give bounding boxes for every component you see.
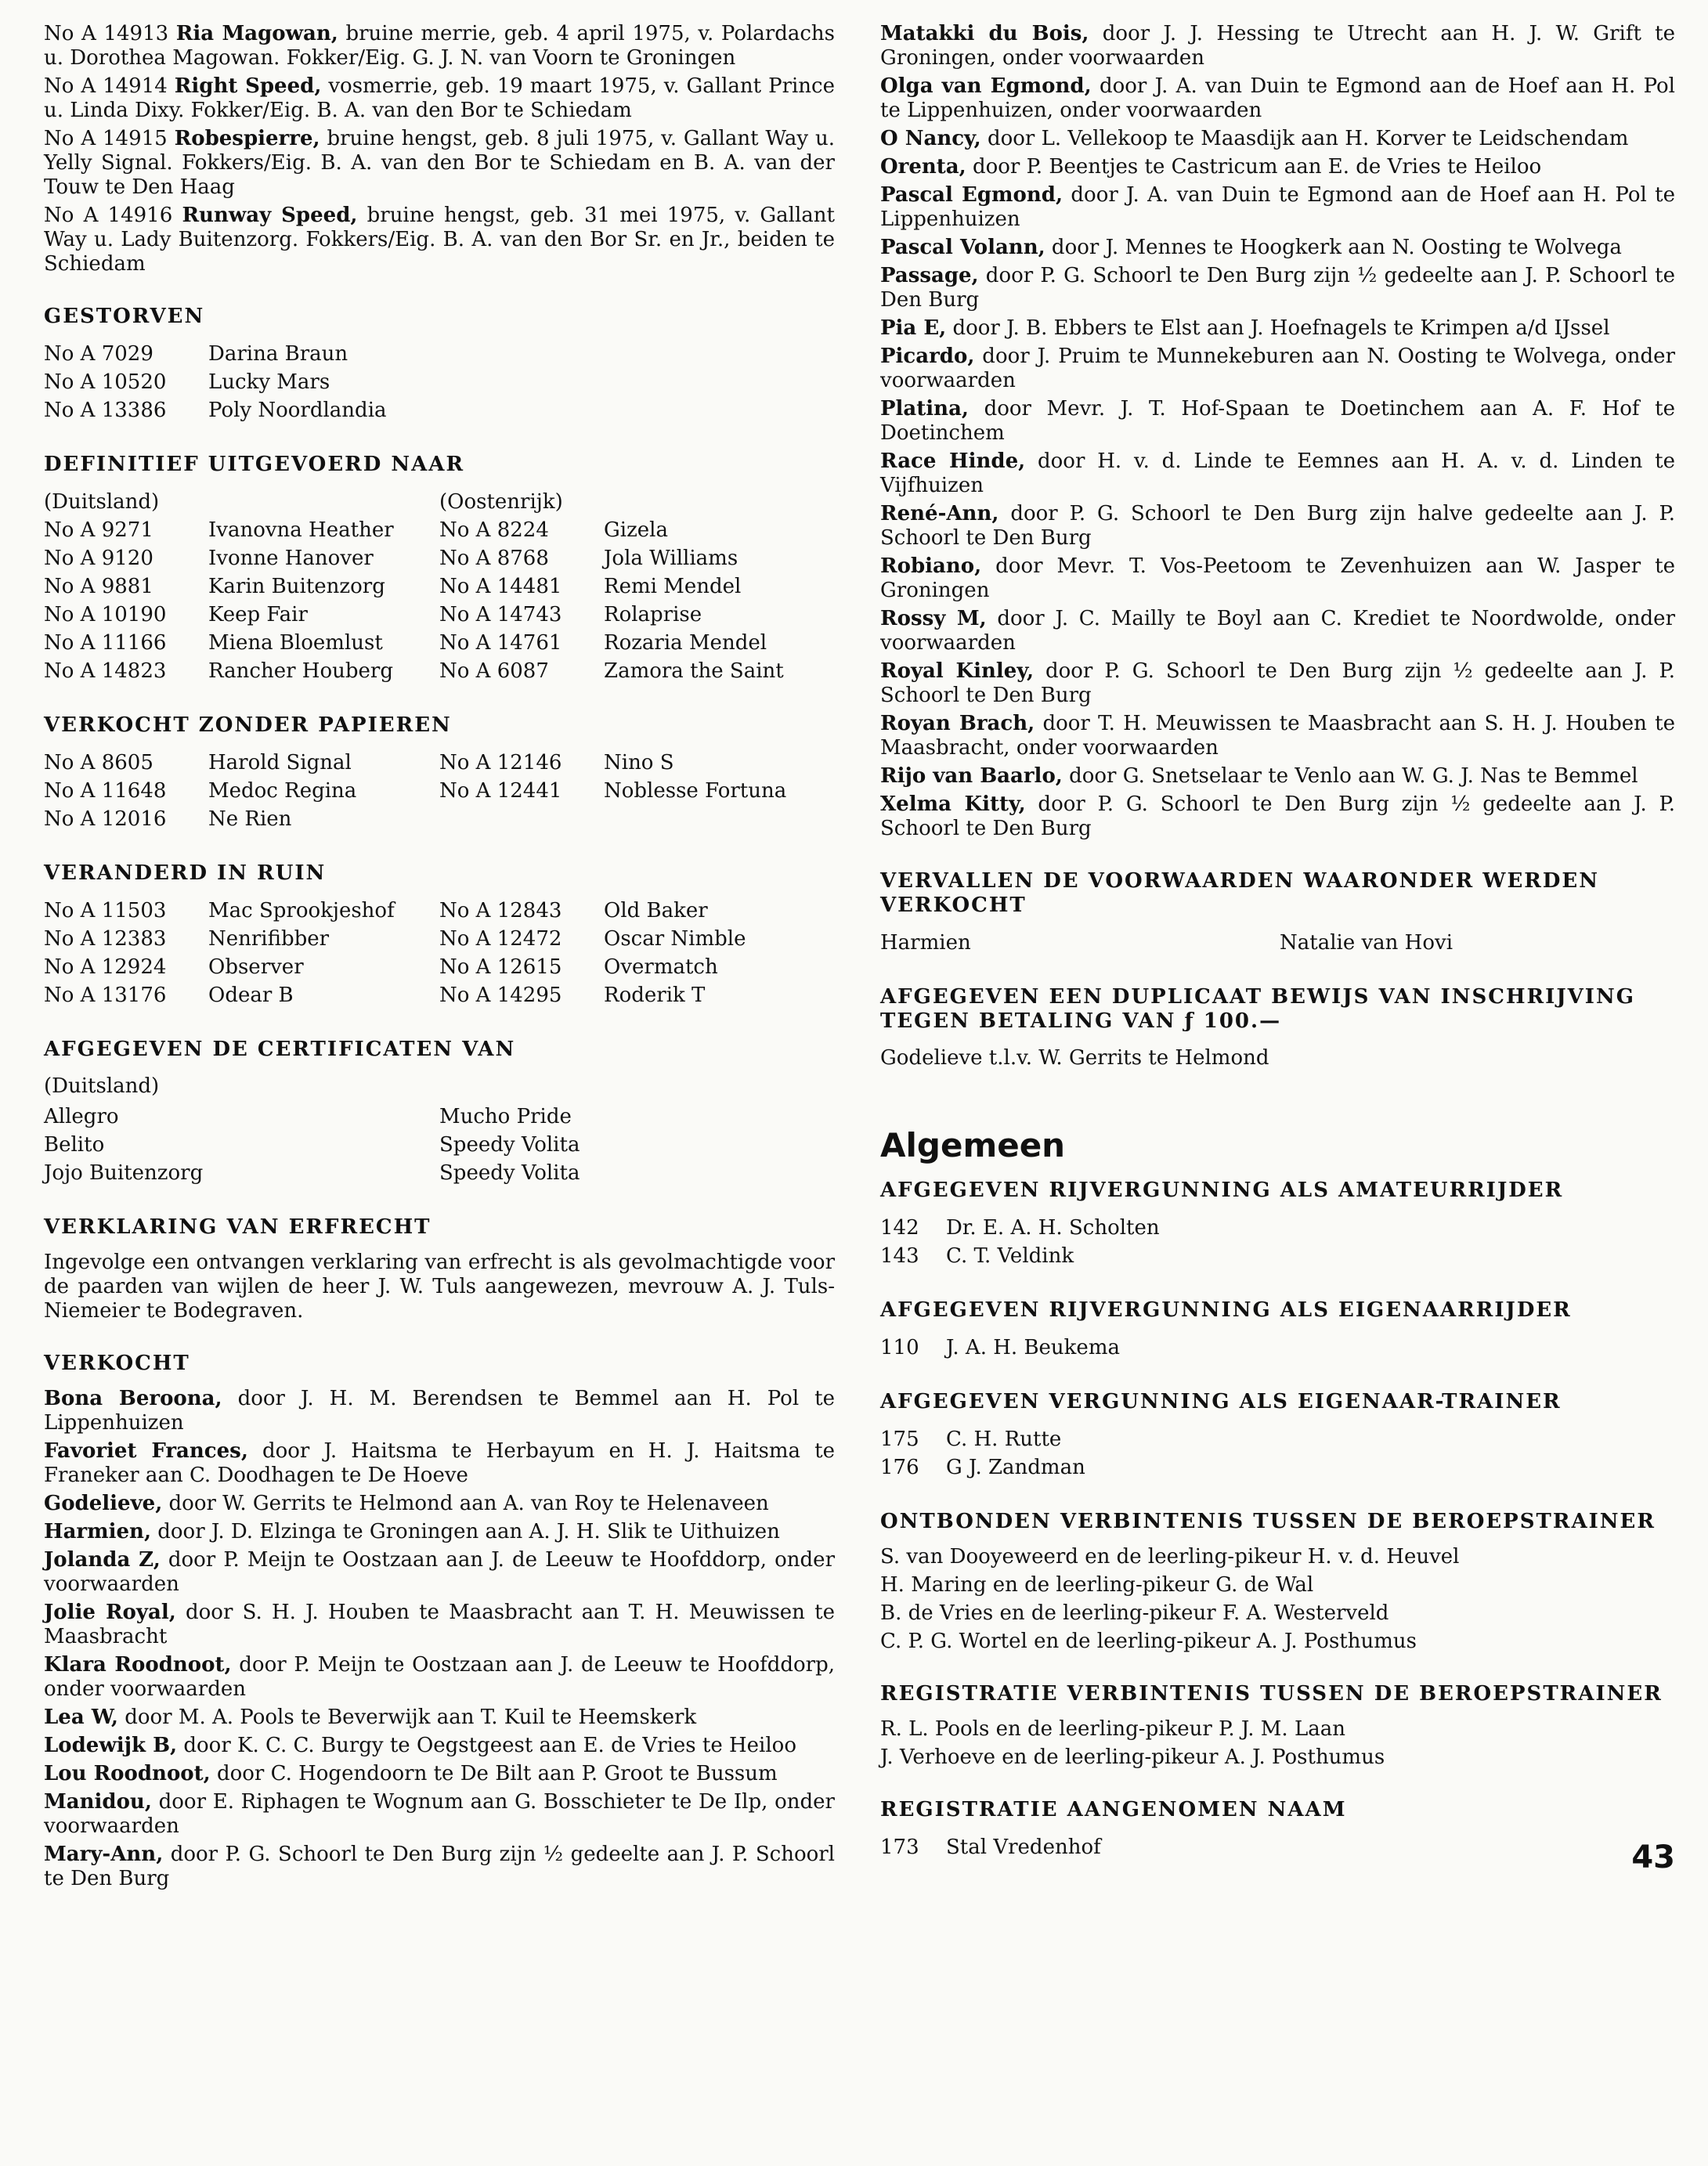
sale-entry (880, 22, 1675, 70)
horse-name: René-Ann, (880, 502, 999, 525)
entry-name: Robespierre, (174, 127, 320, 150)
left-column (44, 22, 835, 1895)
entry-name: Runway Speed, (182, 204, 358, 227)
sale-entry (44, 1601, 835, 1649)
cell-name-a: Karin Buitenzorg (208, 575, 385, 598)
table-row (44, 657, 835, 685)
sale-text: door J. A. van Duin te Egmond aan de Hoef aan H. Pol te Lippenhuizen, onder voorwaarden (880, 74, 1675, 122)
cell-number-b: No A 12615 (439, 955, 562, 979)
cell-number-a: No A 12924 (44, 955, 167, 979)
sale-text: door J. D. Elzinga te Groningen aan A. J. H. Slik te Uithuizen (151, 1520, 780, 1543)
sale-entry (880, 449, 1675, 498)
horse-name: Bona Beroona, (44, 1387, 222, 1410)
sale-entry (880, 236, 1675, 260)
uitgevoerd-table (44, 516, 835, 685)
sale-text: door J. Haitsma te Herbayum en H. J. Haitsma te Franeker aan C. Doodhagen te De Hoeve (44, 1439, 835, 1487)
sale-text: door C. Hogendoorn te De Bilt aan P. Groot te Bussum (210, 1762, 778, 1785)
sale-entry (44, 1762, 835, 1786)
license-number: 176 (880, 1456, 919, 1479)
section-title-trainer: AFGEGEVEN VERGUNNING ALS EIGENAAR-TRAINER (880, 1390, 1562, 1413)
sale-entry (44, 1520, 835, 1544)
bond-entry: R. L. Pools en de leerling-pikeur P. J. M. Laan (880, 1717, 1345, 1741)
license-name: C. H. Rutte (946, 1428, 1062, 1451)
entry-name: Right Speed, (174, 74, 322, 98)
cell-number-a: No A 13176 (44, 984, 167, 1007)
row-number: No A 10520 (44, 370, 167, 394)
sale-entry (880, 183, 1675, 232)
sale-text: door W. Gerrits te Helmond aan A. van Roy te Helenaveen (162, 1492, 769, 1515)
table-row (44, 897, 835, 925)
horse-name: Rossy M, (880, 607, 987, 630)
cert-name-b: Speedy Volita (439, 1161, 580, 1185)
zonder-table (44, 749, 835, 833)
horse-name: Godelieve, (44, 1492, 163, 1515)
cell-name-b: Rolaprise (604, 603, 702, 626)
table-row (44, 1131, 835, 1159)
cell-number-b (439, 805, 604, 833)
cell-number-a: No A 11648 (44, 779, 167, 803)
cell-number-b: No A 14295 (439, 984, 562, 1007)
horse-name: Favoriet Frances, (44, 1439, 248, 1463)
horse-name: Passage, (880, 264, 979, 287)
cell-number-a: No A 9271 (44, 518, 153, 542)
sale-entry (880, 74, 1675, 123)
sale-entry (880, 607, 1675, 655)
entry-number: No A 14914 (44, 74, 175, 98)
country-labels (44, 488, 835, 516)
sale-text: door G. Snetselaar te Venlo aan W. G. J. Nas te Bemmel (1062, 764, 1638, 788)
cell-name-a: Medoc Regina (208, 779, 357, 803)
certificaten-country: (Duitsland) (44, 1074, 160, 1098)
horse-name: Manidou, (44, 1790, 152, 1814)
horse-name: O Nancy, (880, 127, 981, 150)
cell-name-b: Zamora the Saint (604, 659, 784, 683)
row-number: No A 7029 (44, 342, 153, 366)
verkocht-list-left (44, 1387, 835, 1891)
cell-name-a: Ivanovna Heather (208, 518, 394, 542)
sale-text: door J. J. Hessing te Utrecht aan H. J. W. Grift te Groningen, onder voorwaarden (880, 22, 1676, 70)
cell-name-a: Ivonne Hanover (208, 547, 374, 570)
table-row (44, 805, 835, 833)
section-title-ontbonden: ONTBONDEN VERBINTENIS TUSSEN DE BEROEPSTRAINER (880, 1510, 1656, 1533)
section-title-vervallen: VERVALLEN DE VOORWAARDEN WAARONDER WERDEN VERKOCHT (880, 869, 1600, 917)
sale-entry (44, 1843, 835, 1891)
horse-name: Matakki du Bois, (880, 22, 1089, 45)
entry-text: bruine hengst, geb. 31 mei 1975, v. Gallant Way u. Lady Buitenzorg. Fokkers/Eig. B. A. van den Bor Sr. en Jr., beiden te Schiedam (44, 204, 836, 276)
cell-number-b: No A 12146 (439, 751, 562, 774)
sale-entry (880, 764, 1675, 789)
license-number: 175 (880, 1428, 919, 1451)
cell-number-a: No A 9120 (44, 547, 153, 570)
license-row (880, 1334, 1675, 1362)
eigenaar-list (880, 1334, 1675, 1362)
sale-entry (44, 1790, 835, 1839)
gestorven-list (44, 340, 835, 424)
license-name: J. A. H. Beukema (946, 1336, 1120, 1359)
sale-text: door T. H. Meuwissen te Maasbracht aan S. H. J. Houben te Maasbracht, onder voorwaarden (880, 712, 1675, 760)
registration-entry (44, 127, 835, 200)
horse-name: Olga van Egmond, (880, 74, 1092, 98)
horse-name: Lea W, (44, 1706, 118, 1729)
cell-name-b: Remi Mendel (604, 575, 742, 598)
license-number: 143 (880, 1244, 919, 1268)
cell-number-a: No A 8605 (44, 751, 153, 774)
sale-text: door Mevr. T. Vos-Peetoom te Zevenhuizen aan W. Jasper te Groningen (880, 554, 1675, 602)
sale-text: door S. H. J. Houben te Maasbracht aan T. H. Meuwissen te Maasbracht (44, 1601, 835, 1648)
sale-text: door P. Meijn te Oostzaan aan J. de Leeuw te Hoofddorp, onder voorwaarden (44, 1653, 835, 1701)
horse-name: Picardo, (880, 345, 975, 368)
license-row (880, 1453, 1675, 1482)
bond-entry: J. Verhoeve en de leerling-pikeur A. J. Posthumus (880, 1745, 1385, 1769)
cert-name-b: Speedy Volita (439, 1133, 580, 1157)
section-title-duplicaat: AFGEGEVEN EEN DUPLICAAT BEWIJS VAN INSCHRIJVING TEGEN BETALING VAN ƒ 100.— (880, 985, 1635, 1033)
section-title-registratie: REGISTRATIE VERBINTENIS TUSSEN DE BEROEPSTRAINER (880, 1682, 1663, 1706)
cert-name-b: Mucho Pride (439, 1105, 572, 1128)
section-title-zonder-papieren: VERKOCHT ZONDER PAPIEREN (44, 713, 452, 737)
horse-name: Royal Kinley, (880, 659, 1035, 683)
list-row (44, 340, 835, 368)
sale-text: door K. C. C. Burgy te Oegstgeest aan E. de Vries te Heiloo (177, 1734, 796, 1757)
sale-text: door P. G. Schoorl te Den Burg zijn ½ gedeelte aan J. P. Schoorl te Den Burg (44, 1843, 835, 1890)
cell-name-a: Miena Bloemlust (208, 631, 383, 655)
page-number: 43 (1631, 1839, 1675, 1875)
cell-name-b: Jola Williams (604, 547, 738, 570)
cell-name-a: Odear B (208, 984, 294, 1007)
entry-text: vosmerrie, geb. 19 maart 1975, v. Gallant Prince u. Linda Dixy. Fokker/Eig. B. A. van den Bor te Schiedam (44, 74, 836, 122)
cell-name-b: Noblesse Fortuna (604, 779, 787, 803)
section-title-ruin: VERANDERD IN RUIN (44, 861, 327, 885)
registration-entries (44, 22, 835, 276)
row-name: Poly Noordlandia (208, 399, 387, 422)
cell-name-b: Gizela (604, 518, 668, 542)
cell-name-a: Rancher Houberg (208, 659, 393, 683)
cert-name-a: Allegro (44, 1105, 119, 1128)
cell-name-b (604, 805, 835, 833)
horse-name: Klara Roodnoot, (44, 1653, 232, 1677)
cell-number-b: No A 8768 (439, 547, 549, 570)
sale-text: door M. A. Pools te Beverwijk aan T. Kuil te Heemskerk (117, 1706, 697, 1729)
table-row (44, 544, 835, 572)
sale-text: door P. Meijn te Oostzaan aan J. de Leeuw te Hoofddorp, onder voorwaarden (44, 1548, 835, 1596)
country-label-austria: (Oostenrijk) (439, 490, 563, 514)
cell-name-a: Nenrifibber (208, 927, 330, 951)
sale-text: door P. G. Schoorl te Den Burg zijn ½ gedeelte aan J. P. Schoorl te Den Burg (880, 659, 1675, 707)
table-row (44, 981, 835, 1009)
sale-entry (880, 264, 1675, 312)
sale-text: door L. Vellekoop te Maasdijk aan H. Korver te Leidschendam (980, 127, 1629, 150)
sale-text: door J. Mennes te Hoogkerk aan N. Oosting te Wolvega (1045, 236, 1622, 259)
sale-text: door E. Riphagen te Wognum aan G. Bosschieter te De Ilp, onder voorwaarden (44, 1790, 835, 1838)
cell-name-b: Nino S (604, 751, 674, 774)
section-title-certificaten: AFGEGEVEN DE CERTIFICATEN VAN (44, 1038, 516, 1061)
sale-entry (44, 1548, 835, 1597)
horse-name: Jolanda Z, (44, 1548, 161, 1572)
horse-name: Race Hinde, (880, 449, 1026, 473)
cell-name-b: Rozaria Mendel (604, 631, 767, 655)
license-name: Stal Vredenhof (946, 1836, 1101, 1859)
sale-entry (880, 554, 1675, 603)
cell-name-b: Old Baker (604, 899, 708, 922)
section-title-uitgevoerd: DEFINITIEF UITGEVOERD NAAR (44, 453, 465, 476)
horse-name: Robiano, (880, 554, 982, 578)
cell-name-a: Mac Sprookjeshof (208, 899, 395, 922)
ruin-table (44, 897, 835, 1009)
right-column (880, 22, 1676, 1875)
sale-text: door P. G. Schoorl te Den Burg zijn halve gedeelte aan J. P. Schoorl te Den Burg (880, 502, 1675, 550)
sale-entry (880, 712, 1675, 760)
verkocht-list-right (880, 22, 1675, 841)
bond-entry: B. de Vries en de leerling-pikeur F. A. Westerveld (880, 1601, 1389, 1625)
horse-name: Harmien, (44, 1520, 151, 1543)
horse-name: Lou Roodnoot, (44, 1762, 211, 1785)
sale-entry (44, 1387, 835, 1435)
sale-text: door J. C. Mailly te Boyl aan C. Krediet te Noordwolde, onder voorwaarden (880, 607, 1675, 655)
horse-name: Xelma Kitty, (880, 792, 1026, 816)
registratie-list (880, 1717, 1675, 1770)
sale-entry (880, 502, 1675, 551)
table-row (44, 925, 835, 953)
naam-list (880, 1833, 1675, 1861)
sale-entry (880, 397, 1675, 446)
sale-entry (44, 1653, 835, 1702)
horse-name: Royan Brach, (880, 712, 1035, 735)
cert-name-a: Jojo Buitenzorg (44, 1161, 204, 1185)
cell-number-b: No A 6087 (439, 659, 549, 683)
license-name: G J. Zandman (946, 1456, 1085, 1479)
cell-number-b: No A 12472 (439, 927, 562, 951)
cell-number-a: No A 11166 (44, 631, 167, 655)
horse-name: Jolie Royal, (44, 1601, 176, 1624)
sale-entry (880, 659, 1675, 708)
table-row (44, 601, 835, 629)
bond-entry: C. P. G. Wortel en de leerling-pikeur A. J. Posthumus (880, 1630, 1417, 1653)
cell-number-a: No A 9881 (44, 575, 153, 598)
sale-entry (880, 155, 1675, 179)
duplicaat-text: Godelieve t.l.v. W. Gerrits te Helmond (880, 1046, 1269, 1070)
sale-text: door J. Pruim te Munnekeburen aan N. Oosting te Wolvega, onder voorwaarden (880, 345, 1675, 392)
cell-name-a: Observer (208, 955, 304, 979)
license-number: 173 (880, 1836, 919, 1859)
sale-entry (44, 1706, 835, 1730)
table-row (44, 953, 835, 981)
horse-name: Mary-Ann, (44, 1843, 164, 1866)
cell-number-b: No A 12441 (439, 779, 562, 803)
list-row (44, 396, 835, 424)
row-name: Darina Braun (208, 342, 348, 366)
list-row (44, 368, 835, 396)
section-title-naam: REGISTRATIE AANGENOMEN NAAM (880, 1798, 1347, 1821)
cell-number-a: No A 11503 (44, 899, 167, 922)
sale-text: door J. B. Ebbers te Elst aan J. Hoefnagels te Krimpen a/d IJssel (946, 316, 1610, 340)
sale-text: door P. Beentjes te Castricum aan E. de Vries te Heiloo (966, 155, 1542, 179)
sale-entry (44, 1439, 835, 1488)
ontbonden-list (880, 1545, 1675, 1654)
sale-text: door Mevr. J. T. Hof-Spaan te Doetinchem aan A. F. Hof te Doetinchem (880, 397, 1675, 445)
horse-name: Pia E, (880, 316, 947, 340)
entry-number: No A 14913 (44, 22, 176, 45)
license-row (880, 1242, 1675, 1270)
table-row (44, 1103, 835, 1131)
trainer-list (880, 1425, 1675, 1482)
entry-number: No A 14915 (44, 127, 175, 150)
table-row (44, 777, 835, 805)
horse-name: Orenta, (880, 155, 966, 179)
sale-text: door H. v. d. Linde te Eemnes aan H. A. v. d. Linden te Vijfhuizen (880, 449, 1675, 497)
horse-name: Lodewijk B, (44, 1734, 178, 1757)
license-row (880, 1833, 1675, 1861)
table-row (44, 572, 835, 601)
sale-text: door P. G. Schoorl te Den Burg zijn ½ gedeelte aan J. P. Schoorl te Den Burg (880, 792, 1675, 840)
cell-name-b: Overmatch (604, 955, 718, 979)
horse-name: Pascal Volann, (880, 236, 1045, 259)
cell-number-b: No A 14481 (439, 575, 562, 598)
horse-name: Rijo van Baarlo, (880, 764, 1063, 788)
registration-entry (44, 74, 835, 123)
country-label-germany: (Duitsland) (44, 490, 160, 514)
vervallen-row (880, 929, 1675, 957)
horse-name: Platina, (880, 397, 969, 421)
table-row (44, 516, 835, 544)
sale-entry (880, 316, 1675, 341)
bond-entry: S. van Dooyeweerd en de leerling-pikeur H. v. d. Heuvel (880, 1545, 1460, 1569)
cell-name-a: Keep Fair (208, 603, 308, 626)
sale-entry (880, 792, 1675, 841)
vervallen-b: Natalie van Hovi (1280, 931, 1453, 955)
license-number: 110 (880, 1336, 919, 1359)
cell-number-a: No A 10190 (44, 603, 167, 626)
registration-entry (44, 22, 835, 70)
bond-entry: H. Maring en de leerling-pikeur G. de Wal (880, 1573, 1314, 1597)
cell-name-a: Harold Signal (208, 751, 352, 774)
sale-entry (44, 1492, 835, 1516)
certificaten-table (44, 1103, 835, 1187)
cell-name-b: Roderik T (604, 984, 706, 1007)
entry-name: Ria Magowan, (175, 22, 338, 45)
section-title-verkocht: VERKOCHT (44, 1352, 190, 1375)
cell-number-b: No A 14761 (439, 631, 562, 655)
cell-number-a: No A 14823 (44, 659, 167, 683)
entry-number: No A 14916 (44, 204, 182, 227)
cell-number-b: No A 12843 (439, 899, 562, 922)
table-row (44, 1159, 835, 1187)
row-name: Lucky Mars (208, 370, 330, 394)
license-number: 142 (880, 1216, 919, 1240)
erfrecht-text: Ingevolge een ontvangen verklaring van erfrecht is als gevolmachtigde voor de paarden van wijlen de heer J. W. Tuls aangewezen, mevrouw A. J. Tuls-Niemeier te Bodegraven. (44, 1251, 835, 1323)
cell-number-a: No A 12383 (44, 927, 167, 951)
sale-entry (880, 345, 1675, 393)
section-title-eigenaar: AFGEGEVEN RIJVERGUNNING ALS EIGENAARRIJDER (880, 1298, 1572, 1322)
row-number: No A 13386 (44, 399, 167, 422)
sale-entry (880, 127, 1675, 151)
table-row (44, 749, 835, 777)
cell-number-a: No A 12016 (44, 807, 167, 831)
section-title-erfrecht: VERKLARING VAN ERFRECHT (44, 1215, 432, 1239)
sale-text: door J. H. M. Berendsen te Bemmel aan H. Pol te Lippenhuizen (44, 1387, 835, 1435)
vervallen-a: Harmien (880, 931, 971, 955)
cert-name-a: Belito (44, 1133, 105, 1157)
license-row (880, 1425, 1675, 1453)
table-row (44, 629, 835, 657)
entry-text: bruine hengst, geb. 8 juli 1975, v. Gallant Way u. Yelly Signal. Fokkers/Eig. B. A. van den Bor te Schiedam en B. A. van der Touw te Den Haag (44, 127, 836, 199)
cell-number-b: No A 8224 (439, 518, 549, 542)
entry-text: bruine merrie, geb. 4 april 1975, v. Polardachs u. Dorothea Magowan. Fokker/Eig. G. J. N. van Voorn te Groningen (44, 22, 836, 70)
heading-algemeen: Algemeen (880, 1126, 1066, 1164)
sale-text: door P. G. Schoorl te Den Burg zijn ½ gedeelte aan J. P. Schoorl te Den Burg (880, 264, 1675, 312)
license-row (880, 1214, 1675, 1242)
registration-entry (44, 204, 835, 276)
section-title-amateur: AFGEGEVEN RIJVERGUNNING ALS AMATEURRIJDER (880, 1179, 1564, 1202)
license-name: Dr. E. A. H. Scholten (946, 1216, 1160, 1240)
horse-name: Pascal Egmond, (880, 183, 1063, 207)
cell-name-b: Oscar Nimble (604, 927, 746, 951)
cell-name-a: Ne Rien (208, 807, 292, 831)
cell-number-b: No A 14743 (439, 603, 562, 626)
license-name: C. T. Veldink (946, 1244, 1074, 1268)
sale-text: door J. A. van Duin te Egmond aan de Hoef aan H. Pol te Lippenhuizen (880, 183, 1675, 231)
section-title-gestorven: GESTORVEN (44, 305, 205, 328)
amateur-list (880, 1214, 1675, 1270)
sale-entry (44, 1734, 835, 1758)
